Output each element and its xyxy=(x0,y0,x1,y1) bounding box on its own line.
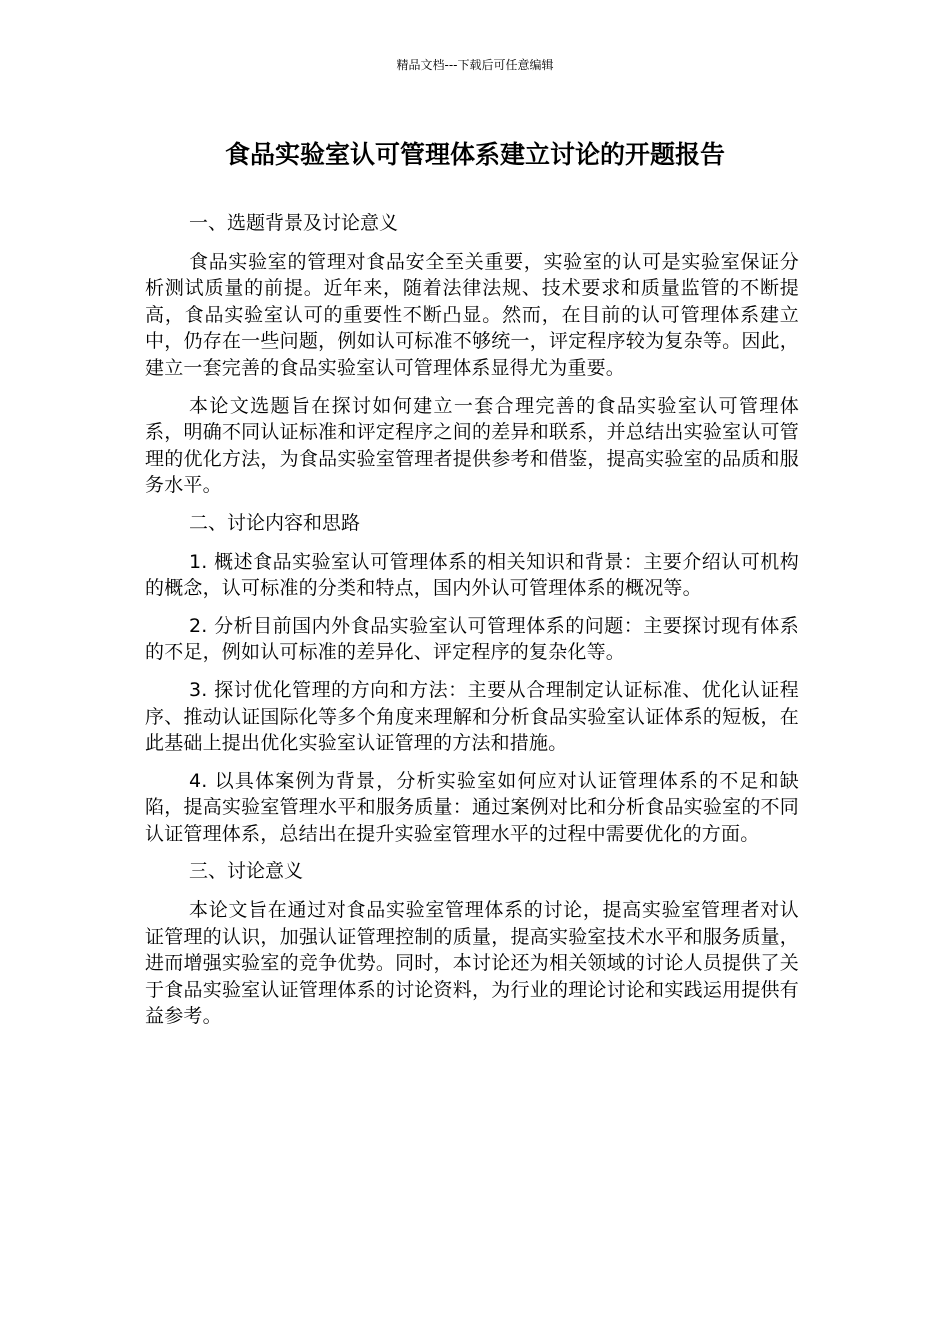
section-heading: 三、讨论意义 xyxy=(189,860,304,883)
section-content xyxy=(145,510,799,848)
document-title: 食品实验室认可管理体系建立讨论的开题报告 xyxy=(224,140,725,169)
page-header: 精品文档---下载后可任意编辑 xyxy=(396,58,554,72)
section-heading: 一、选题背景及讨论意义 xyxy=(189,212,399,234)
list-item: 1. 概述食品实验室认可管理体系的相关知识和背景：主要介绍认可机构的概念，认可标准的分类和特点，国内外认可管理体系的概况等。 xyxy=(145,550,799,600)
paragraph: 本论文旨在通过对食品实验室管理体系的讨论，提高实验室管理者对认证管理的认识，加强认证管理控制的质量，提高实验室技术水平和服务质量，进而增强实验室的竞争优势。同时，本讨论还为相关领域的讨论人员提供了关于食品实验室认证管理体系的讨论资料，为行业的理论讨论和实践运用提供有益参考。 xyxy=(145,899,799,1028)
list-item: 4. 以具体案例为背景，分析实验室如何应对认证管理体系的不足和缺陷，提高实验室管理水平和服务质量：通过案例对比和分析食品实验室的不同认证管理体系，总结出在提升实验室管理水平的过程中需要优化的方面。 xyxy=(145,769,799,845)
paragraph: 食品实验室的管理对食品安全至关重要，实验室的认可是实验室保证分析测试质量的前提。近年来，随着法律法规、技术要求和质量监管的不断提高，食品实验室认可的重要性不断凸显。然而，在目前的认可管理体系建立中，仍存在一些问题，例如认可标准不够统一，评定程序较为复杂等。因此，建立一套完善的食品实验室认可管理体系显得尤为重要。 xyxy=(145,250,799,379)
document-body xyxy=(145,210,799,1041)
section-heading: 二、讨论内容和思路 xyxy=(189,511,361,534)
section-significance xyxy=(145,858,799,1030)
paragraph: 本论文选题旨在探讨如何建立一套合理完善的食品实验室认可管理体系，明确不同认证标准和评定程序之间的差异和联系，并总结出实验室认可管理的优化方法，为食品实验室管理者提供参考和借鉴，提高实验室的品质和服务水平。 xyxy=(145,394,799,497)
list-item: 3. 探讨优化管理的方向和方法：主要从合理制定认证标准、优化认证程序、推动认证国际化等多个角度来理解和分析食品实验室认证体系的短板，在此基础上提出优化实验室认证管理的方法和措施。 xyxy=(145,678,799,755)
section-background xyxy=(145,210,799,499)
list-item: 2. 分析目前国内外食品实验室认可管理体系的问题：主要探讨现有体系的不足，例如认可标准的差异化、评定程序的复杂化等。 xyxy=(145,614,799,664)
